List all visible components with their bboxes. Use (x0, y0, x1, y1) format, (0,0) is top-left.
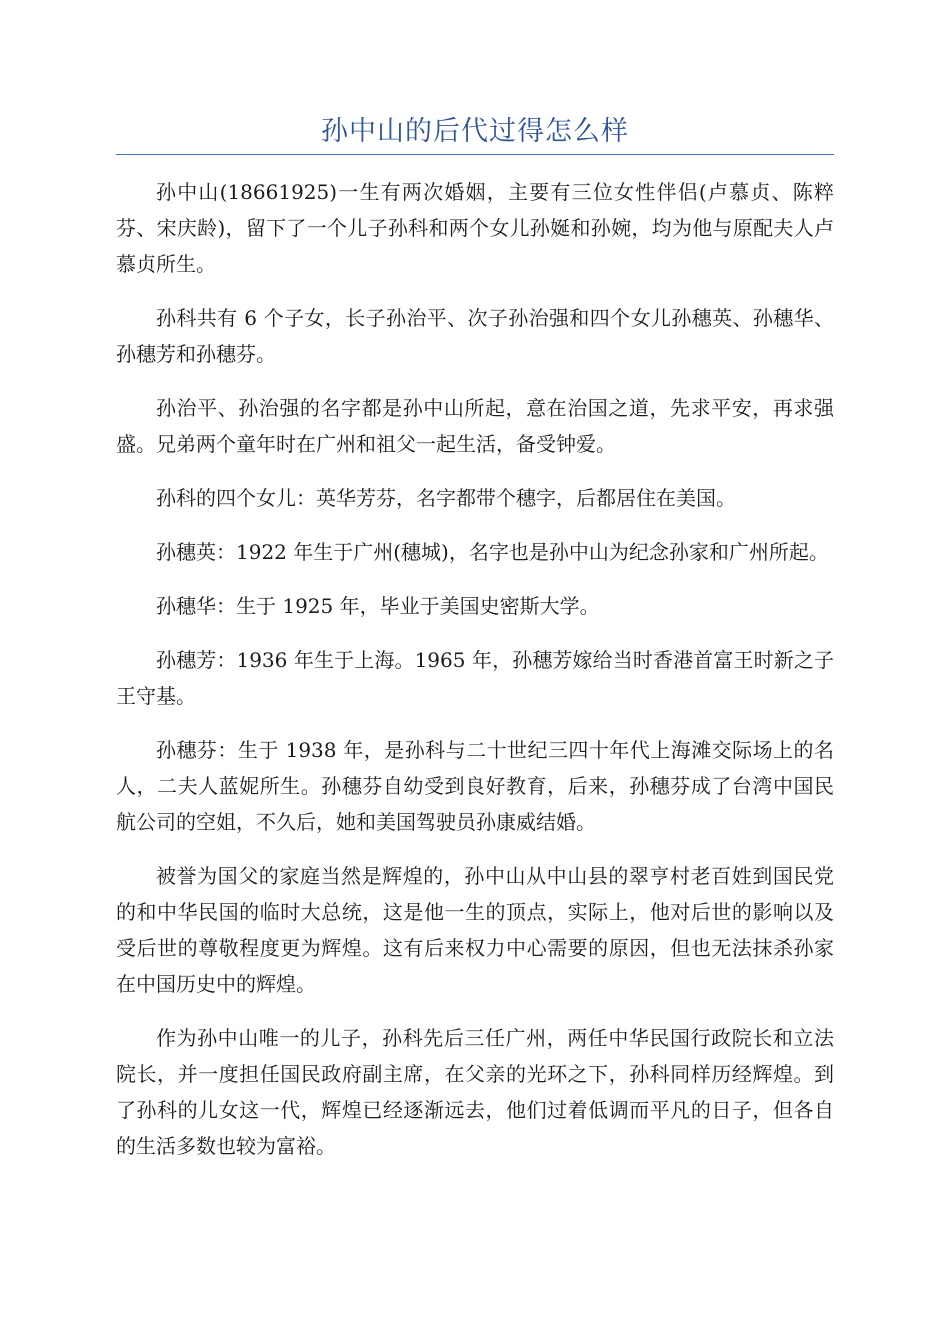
document-body (116, 174, 834, 1182)
paragraph-4: 孙科的四个女儿：英华芳芬，名字都带个穗字，后都居住在美国。 (156, 486, 736, 510)
paragraph-1: 孙中山(18661925)一生有两次婚姻，主要有三位女性伴侣(卢慕贞、陈粹芬、宋庆龄)，留下了一个儿子孙科和两个女儿孙娫和孙婉，均为他与原配夫人卢慕贞所生。 (116, 180, 834, 276)
paragraph-2: 孙科共有 6 个子女，长子孙治平、次子孙治强和四个女儿孙穗英、孙穗华、孙穗芳和孙穗芬。 (116, 306, 834, 366)
title-underline (116, 154, 834, 155)
document-title: 孙中山的后代过得怎么样 (321, 116, 629, 147)
paragraph-10: 作为孙中山唯一的儿子，孙科先后三任广州，两任中华民国行政院长和立法院长，并一度担任国民政府副主席，在父亲的光环之下，孙科同样历经辉煌。到了孙科的儿女这一代，辉煌已经逐渐远去，他们过着低调而平凡的日子，但各自的生活多数也较为富裕。 (116, 1026, 834, 1158)
paragraph-5: 孙穗英：1922 年生于广州(穗城)，名字也是孙中山为纪念孙家和广州所起。 (156, 540, 829, 564)
paragraph-6: 孙穗华：生于 1925 年，毕业于美国史密斯大学。 (156, 594, 600, 618)
paragraph-8: 孙穗芬：生于 1938 年，是孙科与二十世纪三四十年代上海滩交际场上的名人，二夫人蓝妮所生。孙穗芬自幼受到良好教育，后来，孙穗芬成了台湾中国民航公司的空姐，不久后，她和美国驾驶员孙康威结婚。 (116, 738, 834, 834)
paragraph-9: 被誉为国父的家庭当然是辉煌的，孙中山从中山县的翠亨村老百姓到国民党的和中华民国的临时大总统，这是他一生的顶点，实际上，他对后世的影响以及受后世的尊敬程度更为辉煌。这有后来权力中心需要的原因，但也无法抹杀孙家在中国历史中的辉煌。 (116, 864, 834, 996)
paragraph-7: 孙穗芳：1936 年生于上海。1965 年，孙穗芳嫁给当时香港首富王时新之子王守基。 (116, 648, 834, 708)
paragraph-3: 孙治平、孙治强的名字都是孙中山所起，意在治国之道，先求平安，再求强盛。兄弟两个童年时在广州和祖父一起生活，备受钟爱。 (116, 396, 834, 456)
